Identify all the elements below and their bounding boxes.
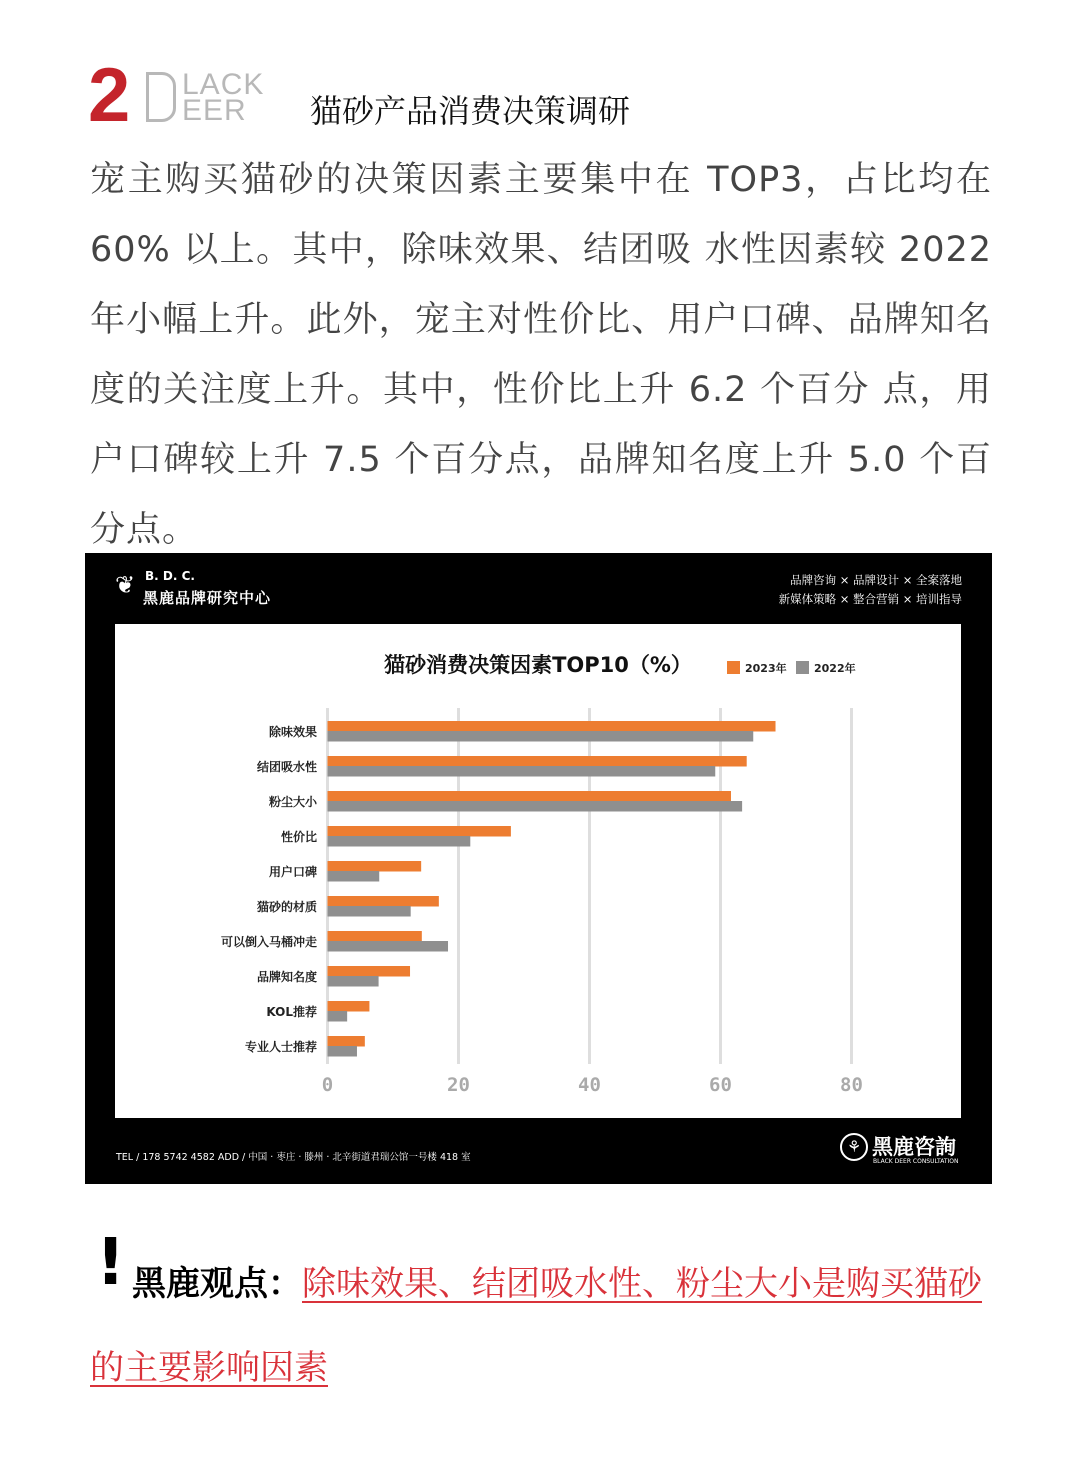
bar-2023 bbox=[328, 896, 439, 907]
legend-label: 2022年 bbox=[814, 662, 856, 675]
bar-2022 bbox=[328, 871, 380, 882]
bar-2023 bbox=[328, 931, 422, 942]
footer-logo-cn: 黑鹿咨詢 bbox=[872, 1135, 956, 1159]
viewpoint-text: 除味效果、结团吸水性、粉尘大小是购买猫砂的主要影响因素 bbox=[90, 1264, 982, 1388]
brand-name: 黑鹿品牌研究中心 bbox=[143, 589, 272, 607]
bar-2022 bbox=[328, 1011, 348, 1022]
bar-2022 bbox=[328, 1046, 357, 1057]
services-line-1: 品牌咨询 × 品牌设计 × 全案落地 bbox=[790, 573, 962, 587]
bar-2023 bbox=[328, 826, 511, 837]
brand-short: B. D. C. bbox=[145, 569, 195, 583]
footer-contact: TEL / 178 5742 4582 ADD / 中国 · 枣庄 · 滕州 · 北辛街道君瑞公馆一号楼 418 室 bbox=[116, 1152, 471, 1163]
deer-logo-icon: ❦ bbox=[115, 571, 136, 599]
legend-label: 2023年 bbox=[745, 662, 787, 675]
page-title: 猫砂产品消费决策调研 bbox=[310, 92, 631, 130]
viewpoint-label: 黑鹿观点： bbox=[132, 1264, 302, 1304]
deer-circle-icon: ⚘ bbox=[840, 1133, 868, 1161]
chart-title: 猫砂消费决策因素TOP10（%） bbox=[384, 653, 692, 677]
bar-2023 bbox=[328, 1036, 365, 1047]
bar-2023 bbox=[328, 966, 411, 977]
bar-2023 bbox=[328, 721, 776, 732]
footer-logo-en: BLACK DEER CONSULTATION bbox=[873, 1158, 959, 1165]
category-label: 品牌知名度 bbox=[256, 970, 317, 984]
x-tick-label: 60 bbox=[709, 1074, 732, 1096]
bar-2022 bbox=[328, 801, 743, 812]
category-label: KOL推荐 bbox=[266, 1005, 317, 1019]
category-label: 除味效果 bbox=[268, 725, 317, 739]
black-deer-logo bbox=[146, 68, 266, 128]
bar-2023 bbox=[328, 791, 731, 802]
services bbox=[779, 571, 962, 609]
section-number: 2 bbox=[88, 53, 131, 138]
bar-2022 bbox=[328, 836, 471, 847]
logo-text-deer: EER bbox=[182, 94, 247, 127]
category-label: 可以倒入马桶冲走 bbox=[220, 935, 317, 949]
category-label: 性价比 bbox=[280, 830, 317, 844]
x-tick-label: 80 bbox=[840, 1074, 863, 1096]
bar-2022 bbox=[328, 976, 379, 987]
footer-logo bbox=[840, 1133, 962, 1167]
x-tick-label: 20 bbox=[447, 1074, 470, 1096]
bar-2022 bbox=[328, 906, 411, 917]
bar-2023 bbox=[328, 1001, 370, 1012]
viewpoint bbox=[90, 1242, 1000, 1410]
legend-swatch bbox=[727, 661, 740, 674]
bar-2023 bbox=[328, 756, 747, 767]
bar-2022 bbox=[328, 941, 449, 952]
bar-2022 bbox=[328, 766, 716, 777]
bar-2022 bbox=[328, 731, 754, 742]
chart-area bbox=[115, 624, 961, 1118]
intro-paragraph: 宠主购买猫砂的决策因素主要集中在 TOP3，占比均在 60% 以上。其中，除味效果、结团吸 水性因素较 2022 年小幅上升。此外，宠主对性价比、用户口碑、品牌知名度的关注度上升。其中，性价比上升 6.2 个百分 点，用户口碑较上升 7.5 个百分点，品牌知名度上升 5.0 个百分点。 bbox=[90, 160, 992, 550]
category-label: 用户口碑 bbox=[268, 865, 317, 879]
exclamation-icon: ! bbox=[96, 1226, 126, 1300]
category-label: 粉尘大小 bbox=[268, 795, 317, 809]
bar-2023 bbox=[328, 861, 422, 872]
category-label: 专业人士推荐 bbox=[244, 1040, 317, 1054]
logo-text-black: LACK bbox=[182, 68, 265, 101]
services-line-2: 新媒体策略 × 整合营销 × 培训指导 bbox=[778, 592, 962, 606]
category-label: 结团吸水性 bbox=[256, 760, 317, 774]
category-label: 猫砂的材质 bbox=[256, 900, 317, 914]
legend-swatch bbox=[796, 661, 809, 674]
x-tick-label: 40 bbox=[578, 1074, 601, 1096]
chart-card bbox=[85, 553, 992, 1184]
x-tick-label: 0 bbox=[321, 1074, 334, 1096]
bar-chart bbox=[115, 624, 961, 1118]
